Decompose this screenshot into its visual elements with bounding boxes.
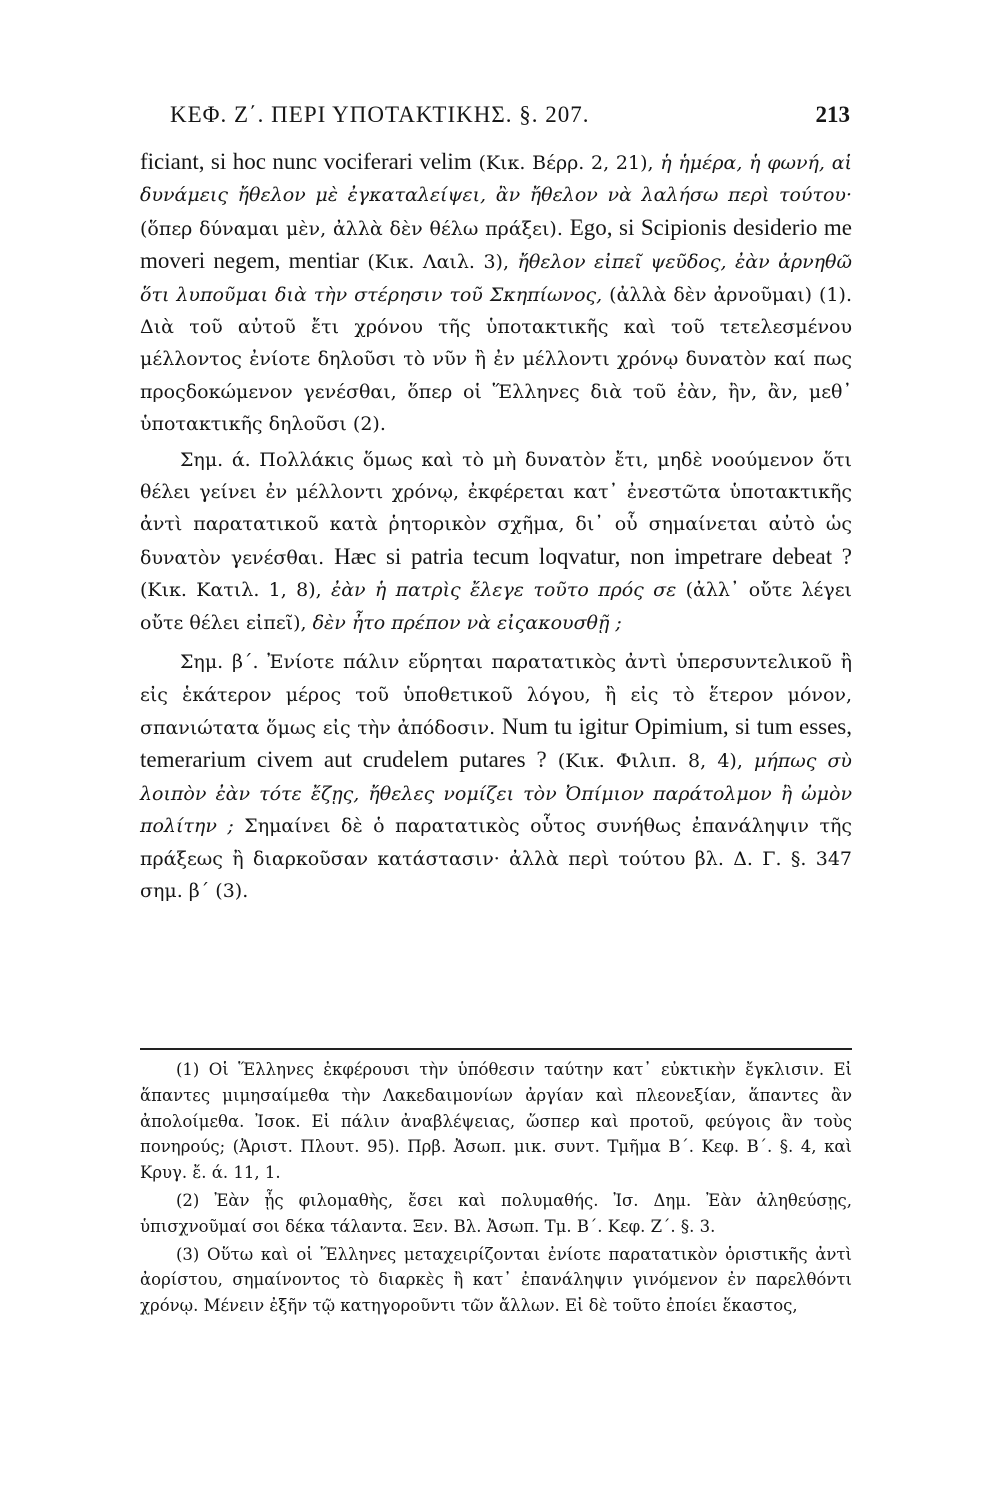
- greek-italic-run: ἡ ἡμέρα, ἡ φωνή, αἱ δυνάμεις ἤθελον μὲ ἐγκαταλείψει, ἂν ἤθελον νὰ λαλήσω περὶ τούτου·: [140, 152, 852, 207]
- footnote-divider: [140, 1048, 852, 1050]
- note-beta: [140, 646, 852, 907]
- text-run: (ὅπερ δύναμαι μὲν, ἀλλὰ δὲν θέλω πράξει).: [140, 217, 570, 240]
- text-run: (Κικ. Κατιλ. 1, 8),: [140, 579, 331, 602]
- text-run: (ἀλλὰ δὲν ἀρνοῦμαι) (1). Διὰ τοῦ αὐτοῦ ἔτι χρόνου τῆς ὑποτακτικῆς καὶ τοῦ τετελεσμένου μέλλοντος ἐνίοτε δηλοῦσι τὸ νῦν ἢ ἐν μέλλοντι χρόνῳ δυνατὸν καί πως προςδοκώμενον γενέσθαι, ὅπερ οἱ Ἕλληνες διὰ τοῦ ἐὰν, ἢν, ἂν, μεθ᾽ ὑποτακτικῆς δηλοῦσι (2).: [140, 283, 852, 436]
- running-title: ΚΕΦ. Ζ΄. ΠΕΡΙ ΥΠΟΤΑΚΤΙΚΗΣ. §. 207.: [170, 102, 590, 127]
- footnote-2: (2) Ἐὰν ᾖς φιλομαθὴς, ἔσει καὶ πολυμαθής. Ἰσ. Δημ. Ἐὰν ἀληθεύσῃς, ὑπισχνοῦμαί σοι δέκα τάλαντα. Ξεν. Βλ. Ἀσωπ. Τμ. Β΄. Κεφ. Ζ΄. §. 3.: [140, 1190, 852, 1236]
- latin-text-run: Num tu igitur Opimium, si tum esses, temerarium civem aut crudelem putares ?: [140, 713, 853, 773]
- latin-text-run: Ego, si Scipionis desiderio me moveri negem, mentiar: [140, 214, 852, 274]
- text-run: (Κικ. Βέρρ. 2, 21),: [471, 152, 661, 174]
- footnotes: [140, 1057, 852, 1319]
- text-run: Σημαίνει δὲ ὁ παρατατικὸς οὗτος συνήθως ἐπανάληψιν τῆς πράξεως ἢ διαρκοῦσαν κατάστασιν· ἀλλὰ περὶ τούτου βλ. Δ. Γ. §. 347 σημ. β΄ (3).: [140, 815, 852, 902]
- greek-italic-run: ἤθελον εἰπεῖ ψεῦδος, ἐὰν ἀρνηθῶ ὅτι λυποῦμαι διὰ τὴν στέρησιν τοῦ Σκηπίωνος,: [140, 251, 852, 306]
- main-text: [140, 146, 852, 907]
- greek-italic-run: μήπως σὺ λοιπὸν ἐὰν τότε ἔζῃς, ἤθελες νομίζει τὸν Ὀπίμιον παράτολμον ἢ ὠμὸν πολίτην ;: [140, 750, 852, 838]
- footnote-3: (3) Οὕτω καὶ οἱ Ἕλληνες μεταχειρίζονται ἐνίοτε παρατατικὸν ὁριστικῆς ἀντὶ ἀορίστου, σημαίνοντος τὸ διαρκὲς ἢ κατ᾽ ἐπανάληψιν γινόμενον ἐν παρελθόντι χρόνῳ. Μένειν ἐξῆν τῷ κατηγοροῦντι τῶν ἄλλων. Εἰ δὲ τοῦτο ἐποίει ἕκαστος,: [140, 1244, 852, 1316]
- greek-italic-run: δὲν ἦτο πρέπον νὰ εἰςακουσθῇ ;: [312, 611, 622, 634]
- latin-text-run: ficiant, si hoc nunc vociferari velim: [140, 149, 472, 174]
- text-run: (ἀλλ᾽ οὔτε λέγει οὔτε θέλει εἰπεῖ),: [140, 579, 852, 634]
- text-run: Σημ. β΄. Ἐνίοτε πάλιν εὕρηται παρατατικὸς ἀντὶ ὑπερσυντελικοῦ ἢ εἰς ἑκάτερον μέρος τοῦ ὑποθετικοῦ λόγου, ἢ εἰς τὸ ἕτερον μόνον, σπανιώτατα ὅμως εἰς τὴν ἀπόδοσιν.: [140, 651, 852, 739]
- note-alpha: [140, 444, 852, 639]
- running-header: [170, 102, 850, 128]
- greek-italic-run: ἐὰν ἡ πατρὶς ἔλεγε τοῦτο πρός σε: [331, 579, 677, 602]
- main-paragraph: [140, 146, 852, 441]
- footnote-1: (1) Οἱ Ἕλληνες ἐκφέρουσι τὴν ὑπόθεσιν ταύτην κατ᾽ εὐκτικὴν ἔγκλισιν. Εἰ ἅπαντες μιμησαίμεθα τὴν Λακεδαιμονίων ἀργίαν καὶ πλεονεξίαν, ἅπαντες ἂν ἀπολοίμεθα. Ἰσοκ. Εἰ πάλιν ἀναβλέψειας, ὥσπερ καὶ προτοῦ, φεύγοις ἂν τοὺς πονηρούς; (Ἀριστ. Πλουτ. 95). Πρβ. Ἀσωπ. μικ. συντ. Τμῆμα Β΄. Κεφ. Β΄. §. 4, καὶ Κρυγ. ἔ. ά. 11, 1.: [140, 1060, 852, 1183]
- page-number: 213: [815, 102, 850, 127]
- text-run: (Κικ. Φιλιπ. 8, 4),: [546, 750, 754, 773]
- text-run: Σημ. ά. Πολλάκις ὅμως καὶ τὸ μὴ δυνατὸν ἔτι, μηδὲ νοούμενον ὅτι θέλει γείνει ἐν μέλλοντι χρόνῳ, ἐκφέρεται κατ᾽ ἐνεστῶτα ὑποτακτικῆς ἀντὶ παρατατικοῦ κατὰ ῥητορικὸν σχῆμα, δι᾽ οὗ σημαίνεται αὐτὸ ὡς δυνατὸν γενέσθαι.: [140, 448, 852, 569]
- text-run: (Κικ. Λαιλ. 3),: [358, 251, 518, 274]
- latin-text-run: Hæc si patria tecum loqvatur, non impetrare debeat ?: [334, 543, 852, 569]
